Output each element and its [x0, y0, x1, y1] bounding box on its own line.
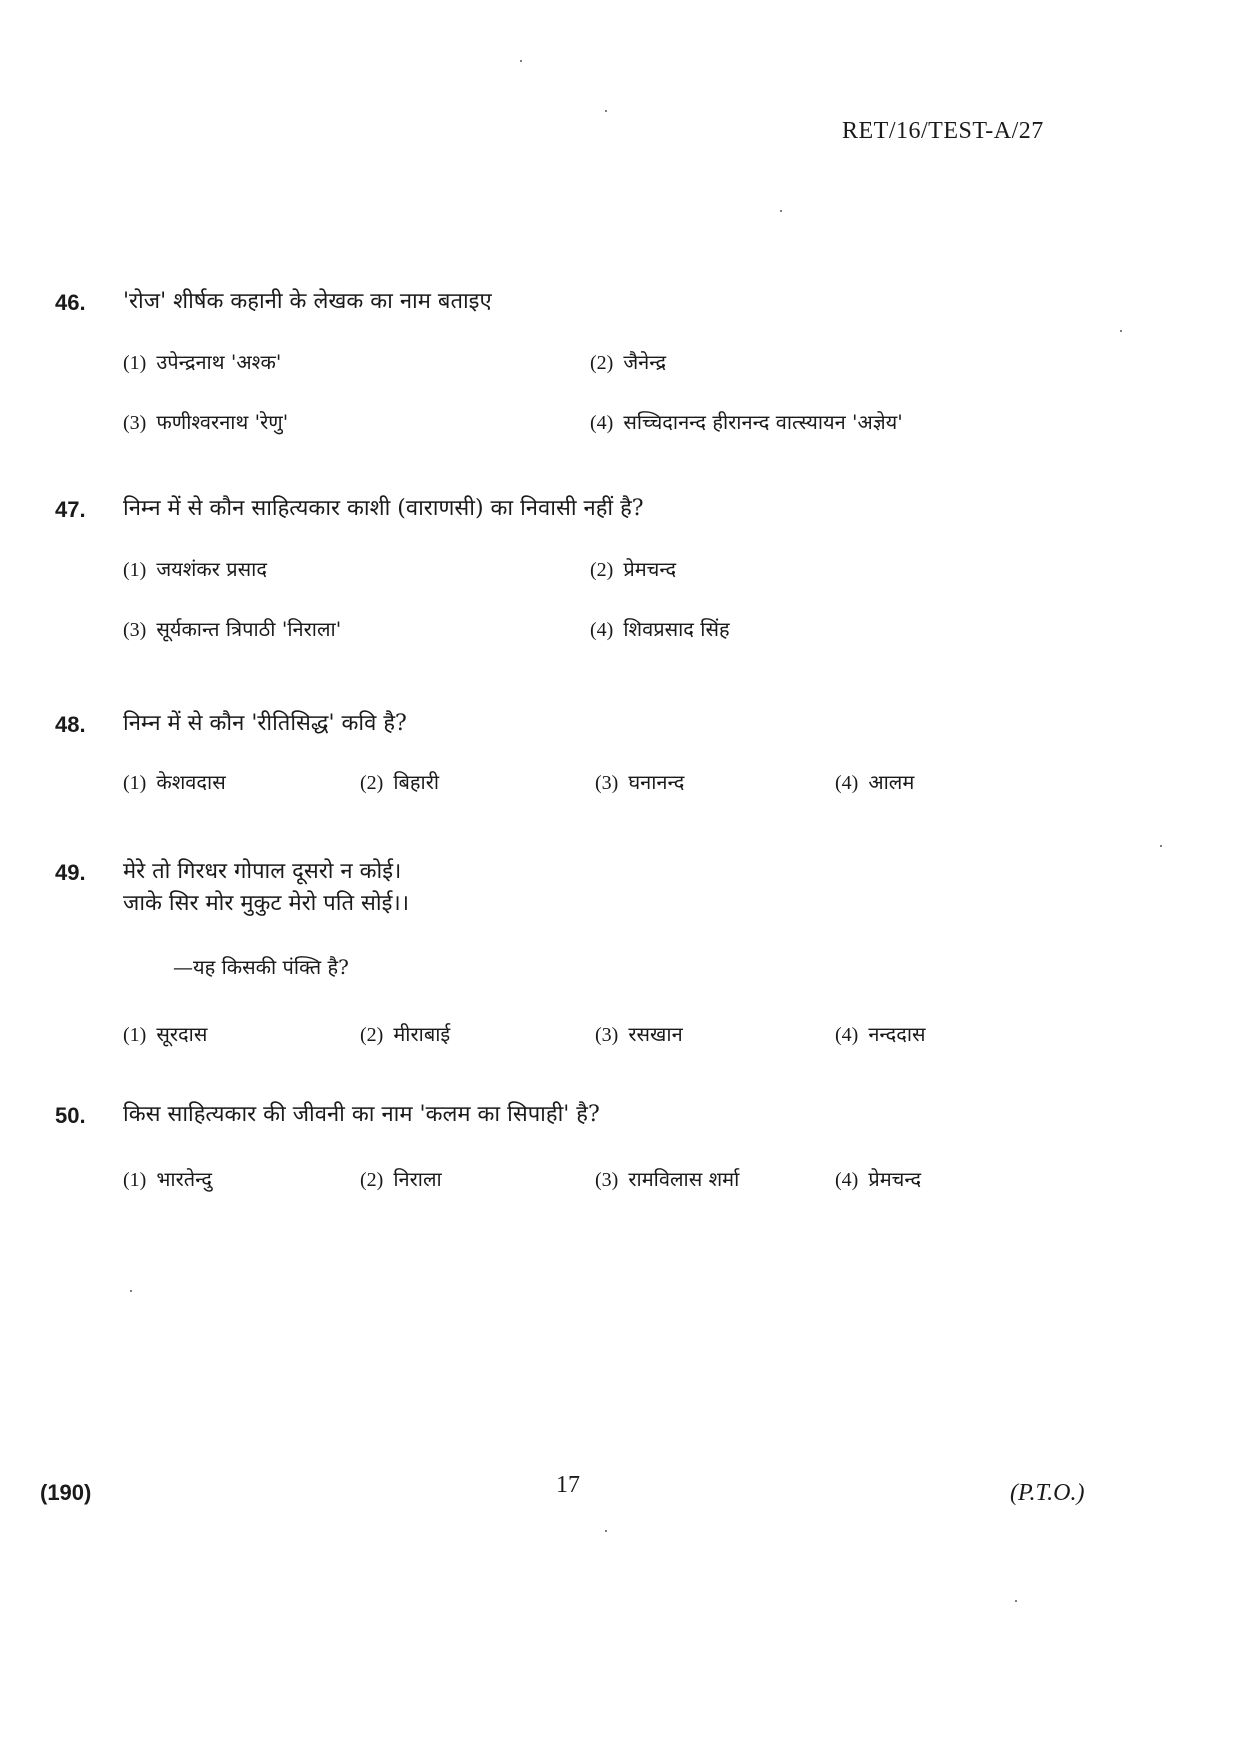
- option-number: (1): [123, 772, 147, 794]
- scan-speck: [780, 210, 782, 212]
- pto-note: (P.T.O.): [1010, 1480, 1085, 1506]
- option-label: सूरदास: [156, 1022, 208, 1046]
- option-1: [123, 348, 281, 375]
- option-1: [123, 555, 267, 582]
- option-number: (3): [123, 619, 147, 641]
- option-number: (4): [835, 772, 859, 794]
- option-2: [360, 1020, 450, 1047]
- scan-speck: [1015, 1600, 1017, 1602]
- page-number: 17: [556, 1472, 580, 1498]
- option-number: (2): [360, 1169, 384, 1191]
- verse-line-1: मेरे तो गिरधर गोपाल दूसरो न कोई।: [123, 859, 402, 884]
- question-number: 50.: [55, 1103, 86, 1128]
- option-label: जयशंकर प्रसाद: [156, 557, 267, 581]
- option-number: (3): [595, 1024, 619, 1046]
- option-number: (4): [590, 412, 614, 434]
- option-3: [123, 615, 341, 642]
- option-number: (3): [595, 772, 619, 794]
- option-label: निराला: [393, 1167, 442, 1191]
- option-label: जैनेन्द्र: [623, 350, 667, 374]
- option-number: (1): [123, 352, 147, 374]
- option-number: (1): [123, 559, 147, 581]
- option-label: मीराबाई: [393, 1022, 451, 1046]
- question-prompt: —यह किसकी पंक्ति है?: [173, 955, 349, 979]
- option-label: प्रेमचन्द: [868, 1167, 922, 1191]
- option-number: (3): [123, 412, 147, 434]
- option-3: [595, 768, 684, 795]
- question-text: निम्न में से कौन 'रीतिसिद्ध' कवि है?: [123, 711, 407, 736]
- option-label: भारतेन्दु: [156, 1167, 212, 1191]
- scan-speck: [520, 60, 522, 62]
- option-3: [123, 408, 288, 435]
- option-label: सूर्यकान्त त्रिपाठी 'निराला': [156, 617, 342, 641]
- question-number: 48.: [55, 712, 86, 737]
- option-2: [590, 555, 676, 582]
- option-number: (4): [835, 1024, 859, 1046]
- option-number: (4): [835, 1169, 859, 1191]
- option-label: सच्चिदानन्द हीरानन्द वात्स्यायन 'अज्ञेय': [623, 410, 903, 434]
- option-label: शिवप्रसाद सिंह: [623, 617, 730, 641]
- scan-speck: [1120, 330, 1122, 332]
- option-4: [590, 408, 903, 435]
- option-number: (1): [123, 1169, 147, 1191]
- option-label: रसखान: [628, 1022, 683, 1046]
- option-2: [360, 768, 439, 795]
- option-label: फणीश्वरनाथ 'रेणु': [156, 410, 289, 434]
- option-4: [835, 1165, 921, 1192]
- option-label: बिहारी: [393, 770, 440, 794]
- scan-speck: [130, 1290, 132, 1292]
- option-number: (2): [590, 559, 614, 581]
- question-text: निम्न में से कौन साहित्यकार काशी (वाराणसी) का निवासी नहीं है?: [123, 496, 644, 521]
- option-number: (1): [123, 1024, 147, 1046]
- option-number: (3): [595, 1169, 619, 1191]
- option-4: [835, 768, 914, 795]
- option-3: [595, 1165, 739, 1192]
- document-code: RET/16/TEST-A/27: [842, 118, 1044, 144]
- footer-code: (190): [40, 1480, 92, 1505]
- option-label: नन्ददास: [868, 1022, 926, 1046]
- option-label: घनानन्द: [628, 770, 685, 794]
- question-text: किस साहित्यकार की जीवनी का नाम 'कलम का सिपाही' है?: [123, 1102, 600, 1127]
- option-number: (4): [590, 619, 614, 641]
- question-number: 47.: [55, 497, 86, 522]
- option-2: [590, 348, 666, 375]
- option-4: [835, 1020, 926, 1047]
- question-number: 46.: [55, 290, 86, 315]
- option-1: [123, 768, 226, 795]
- option-number: (2): [360, 1024, 384, 1046]
- option-1: [123, 1165, 212, 1192]
- question-text: 'रोज' शीर्षक कहानी के लेखक का नाम बताइए: [123, 289, 492, 314]
- option-label: आलम: [868, 770, 915, 794]
- option-label: प्रेमचन्द: [623, 557, 677, 581]
- option-label: केशवदास: [156, 770, 226, 794]
- verse-line-2: जाके सिर मोर मुकुट मेरो पति सोई।।: [123, 891, 410, 916]
- option-number: (2): [360, 772, 384, 794]
- option-1: [123, 1020, 207, 1047]
- scan-speck: [605, 110, 607, 112]
- option-number: (2): [590, 352, 614, 374]
- question-number: 49.: [55, 860, 86, 885]
- option-label: रामविलास शर्मा: [628, 1167, 740, 1191]
- option-4: [590, 615, 730, 642]
- option-2: [360, 1165, 442, 1192]
- scan-speck: [1160, 845, 1162, 847]
- scan-speck: [605, 1530, 607, 1532]
- option-3: [595, 1020, 683, 1047]
- option-label: उपेन्द्रनाथ 'अश्क': [156, 350, 282, 374]
